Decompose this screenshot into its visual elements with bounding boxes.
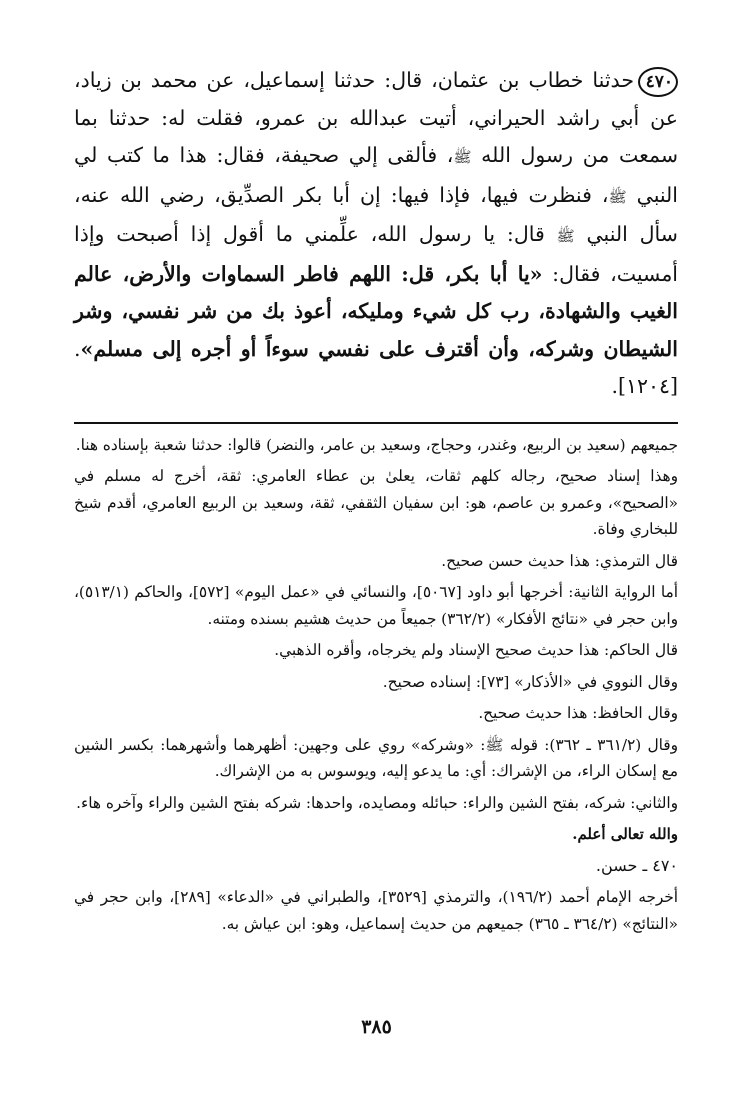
closing-phrase: والله تعالى أعلم. <box>572 825 678 843</box>
note-paragraph <box>74 732 678 785</box>
hadith-segment: حدثنا خطاب بن عثمان، قال: حدثنا إسماعيل، عن محمد بن زياد، عن أبي راشد الحيراني، أتيت عبدالله بن عمرو، فقلت له: حدثنا بما سمعت من رسول الله <box>74 68 678 167</box>
page-number: ٣٨٥ <box>361 1016 392 1038</box>
note-paragraph: والثاني: شركه، بفتح الشين والراء: حبائله ومصايده، واحدها: شركه بفتح الشين والراء وآخره هاء. <box>76 793 678 812</box>
salutation-glyph: ﷺ <box>556 227 575 245</box>
note-paragraph: وقال النووي في «الأذكار» [٧٣]: إسناده صحيح. <box>382 672 678 691</box>
note-paragraph: أما الرواية الثانية: أخرجها أبو داود [٥٠٦٧]، والنسائي في «عمل اليوم» [٥٧٢]، والحاكم (٥١٣/١)، وابن حجر في «نتائج الأفكار» (٣٦٢/٢) جميعاً من حديث هشيم بسنده ومتنه. <box>74 583 678 628</box>
salutation-glyph: ﷺ <box>453 148 472 166</box>
footnotes <box>74 432 678 938</box>
footnote-divider <box>74 422 678 424</box>
supplication-text: «يا أبا بكر، قل: اللهم فاطر السماوات والأرض، عالم الغيب والشهادة، رب كل شيء ومليكه، أعوذ بك من شر نفسي، وشر الشيطان وشركه، وأن أقترف على نفسي سوءاً أو أجره إلى مسلم» <box>74 261 678 361</box>
hadith-text <box>74 62 678 406</box>
hadith-segment: ، فألقى إلي صحيفة، فقال: هذا ما كتب لي النبي <box>74 143 679 207</box>
takhrij-heading: ٤٧٠ ـ حسن. <box>595 855 678 875</box>
note-paragraph: قال الحاكم: هذا حديث صحيح الإسناد ولم يخرجاه، وأقره الذهبي. <box>274 641 678 659</box>
salutation-glyph: ﷺ <box>608 187 627 206</box>
note-paragraph: جميعهم (سعيد بن الربيع، وغندر، وحجاج، وسعيد بن عامر، والنضر) قالوا: حدثنا شعبة بإسناده هنا. <box>75 435 678 454</box>
note-segment: : «وشركه» روي على وجهين: أظهرهما وأشهرهما: بكسر الشين مع إسكان الراء، من الإشراك: أي: ما يدعو إليه، ويوسوس به من الإشراك. <box>74 735 678 780</box>
takhrij-paragraph: أخرجه الإمام أحمد (١٩٦/٢)، والترمذي [٣٥٢٩]، والطبراني في «الدعاء» [٢٨٩]، وابن حجر في «النتائج» (٣٦٤/٢ ـ ٣٦٥) جميعهم من حديث إسماعيل، وهو: ابن عياش به. <box>74 888 678 933</box>
hadith-number-badge: ٤٧٠ <box>638 67 678 97</box>
page-body <box>74 62 678 1062</box>
salutation-glyph: ﷺ <box>485 735 504 754</box>
hadith-reference: . [١٢٠٤]. <box>74 336 678 398</box>
note-paragraph: وقال الحافظ: هذا حديث صحيح. <box>478 704 678 722</box>
note-paragraph: قال الترمذي: هذا حديث حسن صحيح. <box>441 551 678 570</box>
note-segment: وقال (٣٦١/٢ ـ ٣٦٢): قوله <box>503 735 678 754</box>
hadith-segment: قال: يا رسول الله، علِّمني ما أقول إذا أصبحت وإذا أمسيت، فقال: <box>74 222 678 286</box>
note-paragraph: وهذا إسناد صحيح، رجاله كلهم ثقات، يعلىٰ بن عطاء العامري: ثقة، أخرج له مسلم في «الصحيح»، وعمرو بن عاصم، هو: ابن سفيان الثقفي، ثقة، وسعيد بن الربيع العامري، أقدم شيخ للبخاري وفاة. <box>74 467 678 538</box>
hadith-segment: ، فنظرت فيها، فإذا فيها: إن أبا بكر الصدِّيق، رضي الله عنه، سأل النبي <box>74 182 678 246</box>
